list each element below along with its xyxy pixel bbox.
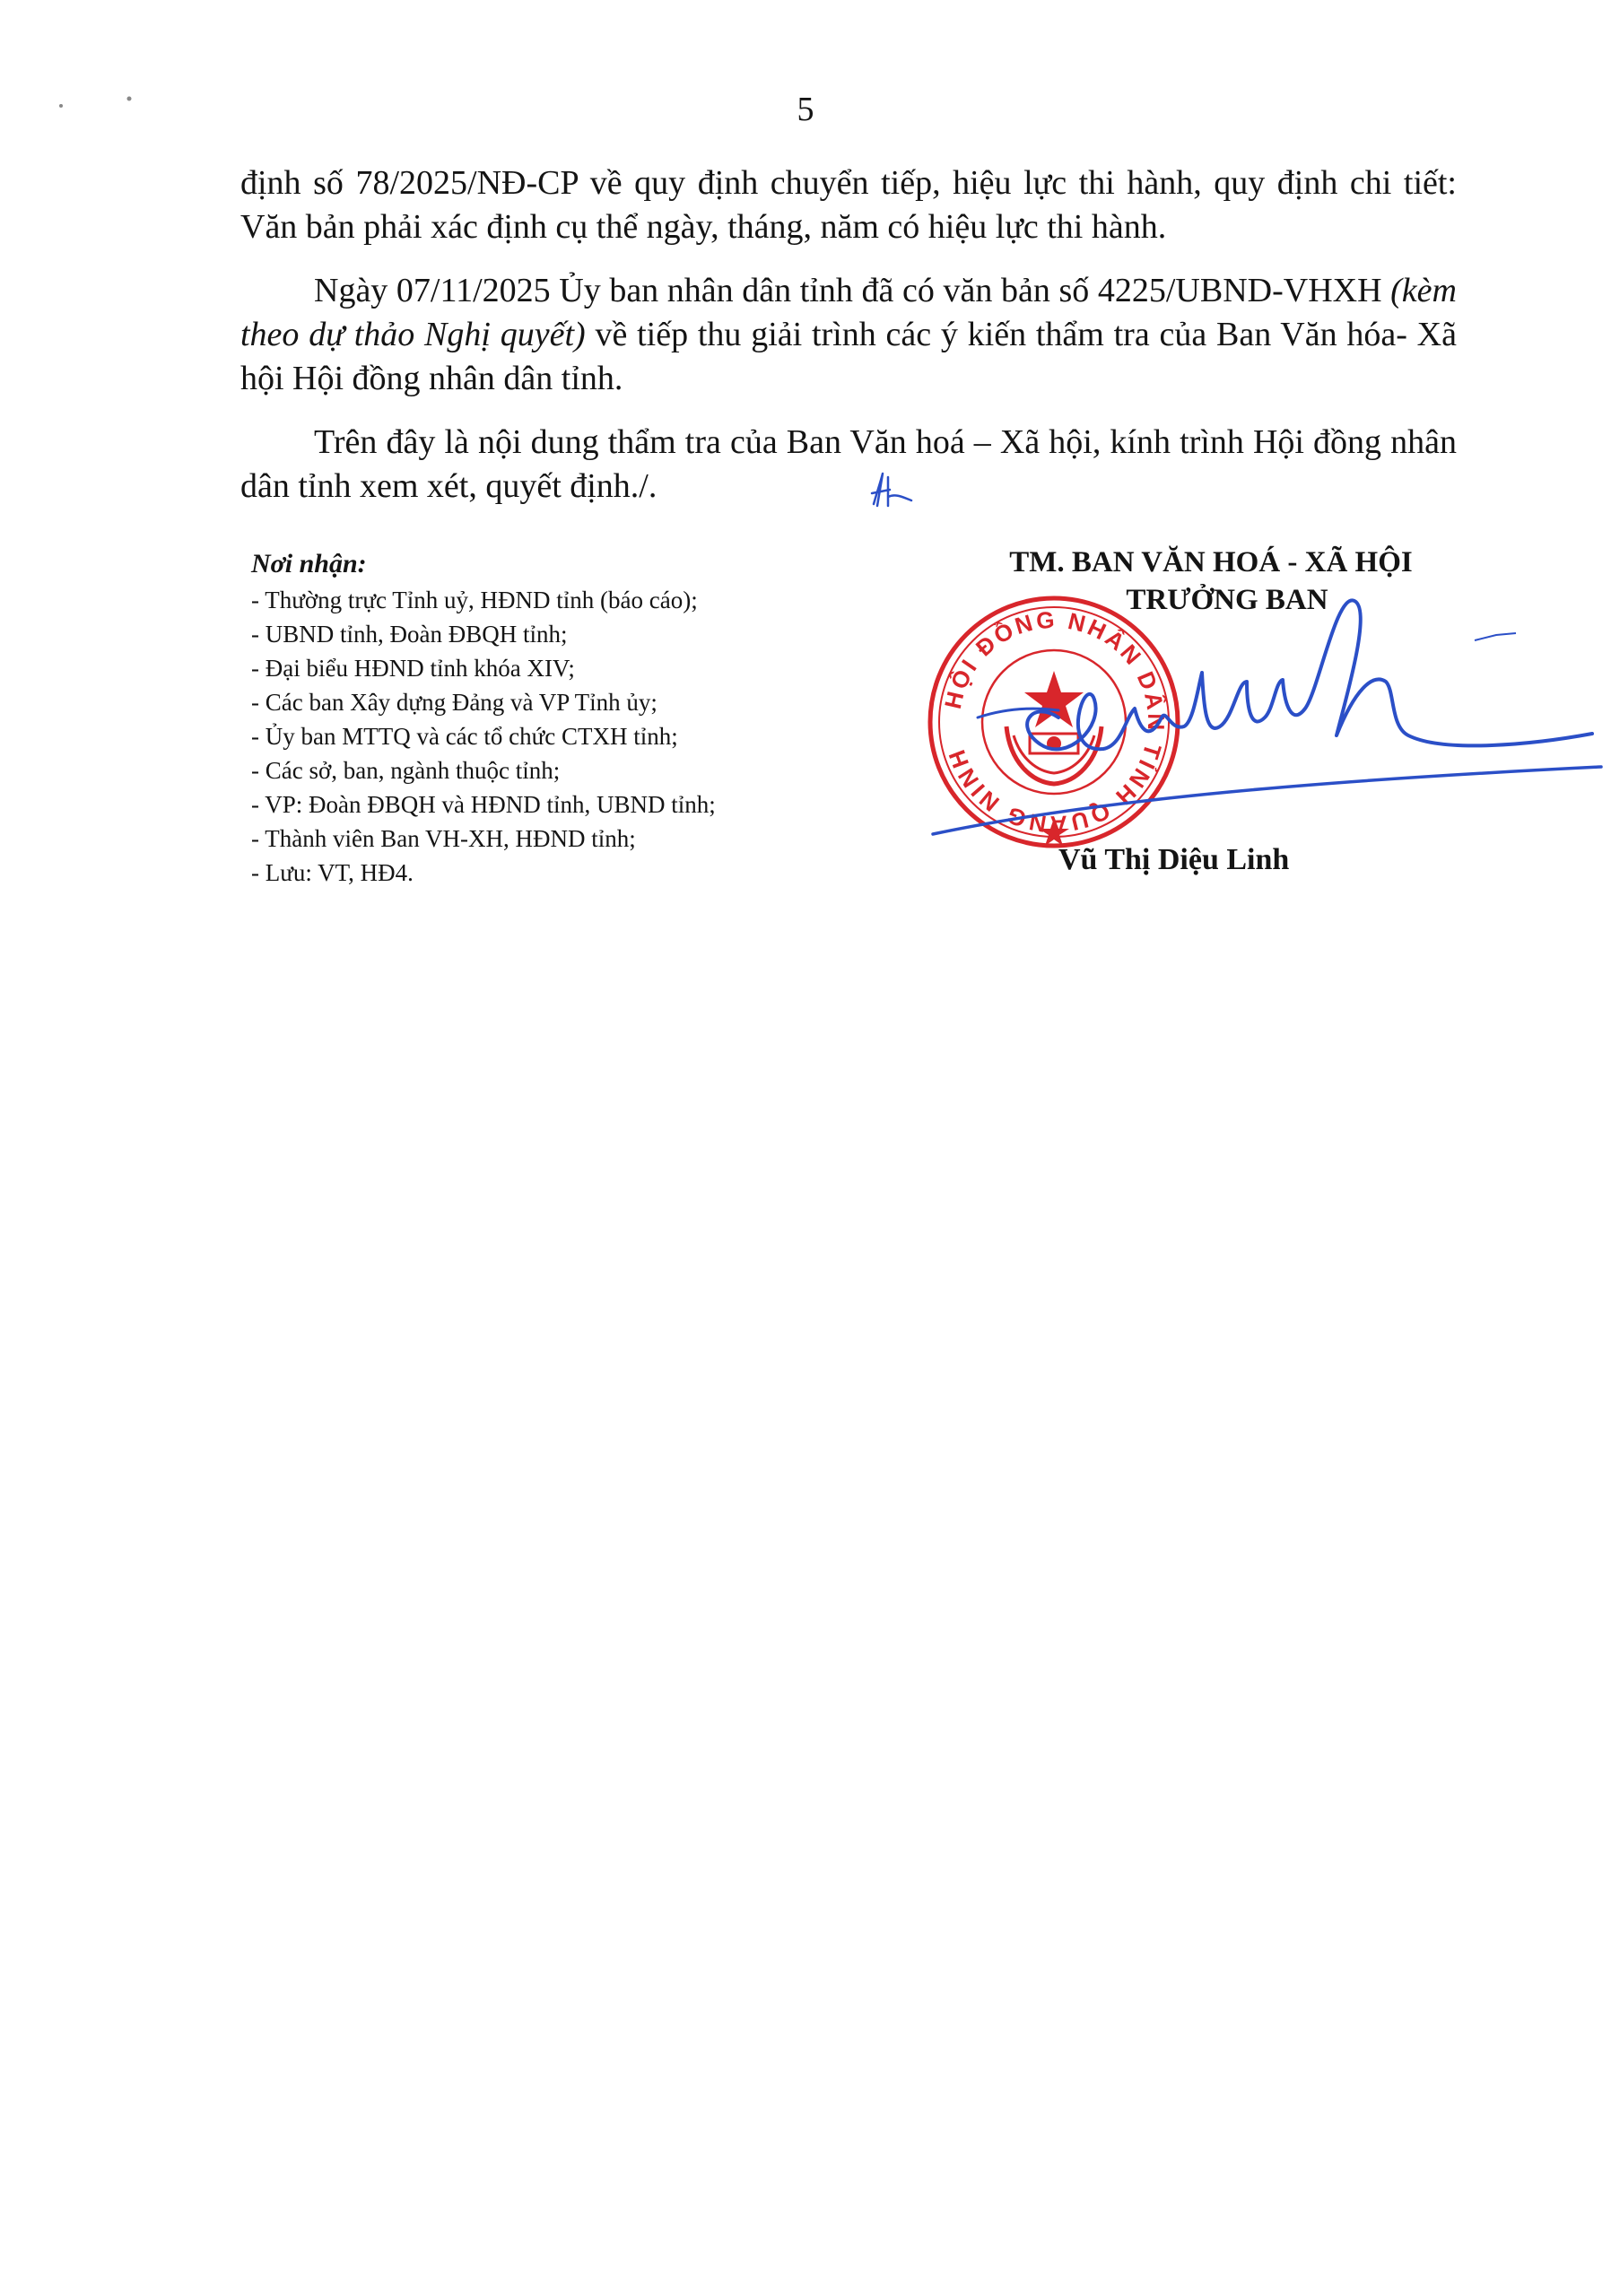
body-text [240,161,1457,528]
signature-title: TM. BAN VĂN HOÁ - XÃ HỘI [1009,546,1413,578]
recipient-item: - VP: Đoàn ĐBQH và HĐND tỉnh, UBND tỉnh; [251,791,716,818]
paragraph-part: về tiếp thu giải trình các ý kiến thẩm tra của Ban Văn hóa- Xã hội Hội đồng nhân dân tỉnh. [240,316,1457,397]
recipient-item: - Đại biểu HĐND tỉnh khóa XIV; [251,655,575,682]
recipient-item: - Các ban Xây dựng Đảng và VP Tỉnh ủy; [251,689,657,716]
recipients-heading: Nơi nhận: [251,549,367,578]
recipients-list [251,547,897,890]
signer-name: Vũ Thị Diệu Linh [1058,843,1290,876]
recipient-item: - UBND tỉnh, Đoàn ĐBQH tỉnh; [251,621,568,648]
ink-mark [1471,628,1525,646]
recipient-item: - Thường trực Tỉnh uỷ, HĐND tỉnh (báo cáo); [251,587,698,613]
paragraph-committee-document [240,269,1457,401]
paragraph-conclusion: Trên đây là nội dung thẩm tra của Ban Văn hoá – Xã hội, kính trình Hội đồng nhân dân tỉnh xem xét, quyết định./. [240,423,1457,505]
initials-mark [868,470,913,509]
paragraph-part: Ngày 07/11/2025 Ủy ban nhân dân tỉnh đã có văn bản số 4225/UBND-VHXH [314,272,1391,309]
page-number: 5 [797,91,814,128]
handwritten-signature [924,574,1606,861]
signature-position: TRƯỞNG BAN [1126,584,1328,616]
recipient-item: - Lưu: VT, HĐ4. [251,859,414,886]
recipient-item: - Thành viên Ban VH-XH, HĐND tỉnh; [251,825,636,852]
paragraph-italic-note: (kèm theo dự thảo Nghị quyết) [240,272,1457,353]
seal-ring-text: HỘI ĐỒNG NHÂN DÂN TỈNH QUẢNG NINH [938,605,1171,839]
paragraph-legal-reference: định số 78/2025/NĐ-CP về quy định chuyển tiếp, hiệu lực thi hành, quy định chi tiết: Văn bản phải xác định cụ thể ngày, tháng, năm có hiệu lực thi hành. [240,164,1457,246]
recipient-item: - Ủy ban MTTQ và các tổ chức CTXH tỉnh; [251,723,678,750]
recipient-item: - Các sở, ban, ngành thuộc tỉnh; [251,757,561,784]
